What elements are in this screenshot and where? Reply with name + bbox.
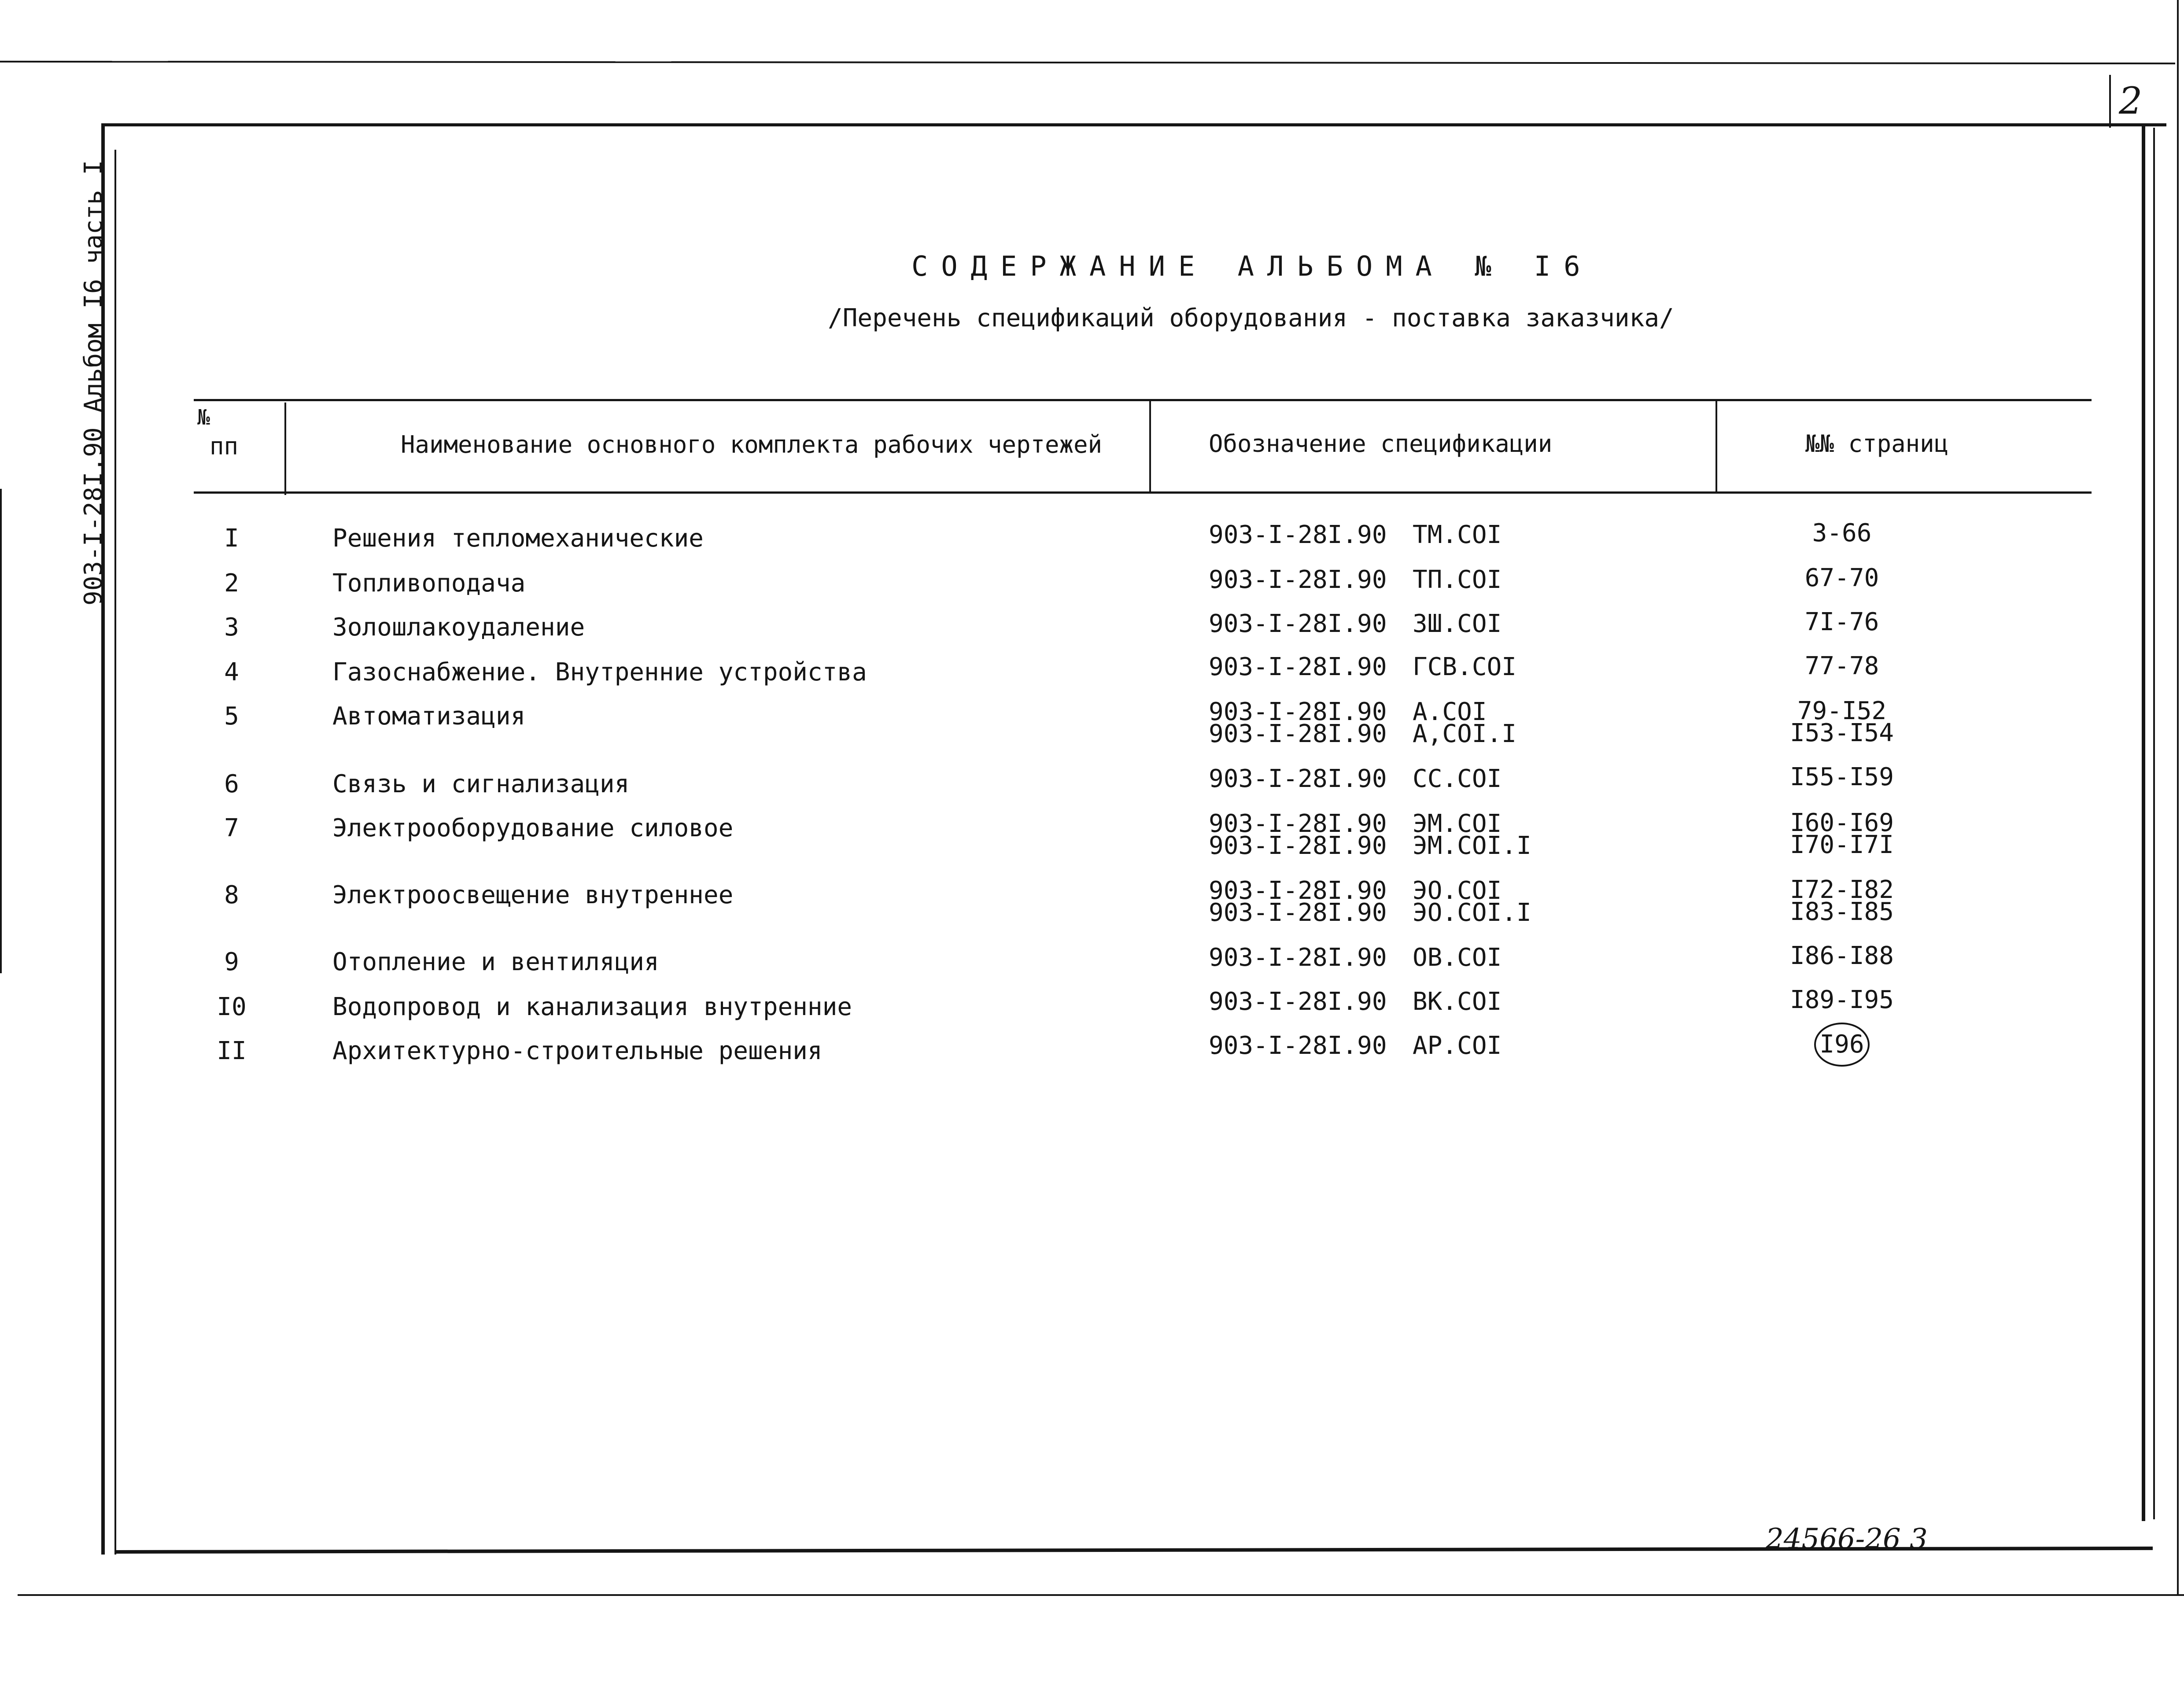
row-name: Водопровод и канализация внутренние — [332, 993, 852, 1021]
row-pages: I89-I95 — [1789, 986, 1894, 1014]
row-pages: I55-I59 — [1789, 763, 1894, 791]
page-number: 2 — [2119, 79, 2143, 122]
right-trim-line — [2177, 0, 2179, 1594]
row-suffix: ВК.СОI — [1413, 987, 1502, 1016]
row-name: Связь и сигнализация — [332, 770, 630, 798]
row-suffix: СС.СОI — [1413, 764, 1502, 793]
row-number: 8 — [224, 881, 239, 909]
col-divider-3 — [1715, 401, 1717, 491]
row-pages — [1787, 1023, 1897, 1067]
col-divider-1 — [284, 403, 286, 495]
header-spec: Обозначение спецификации — [1209, 430, 1553, 458]
row-number: 6 — [224, 770, 239, 798]
bottom-trim-line — [18, 1594, 2184, 1596]
row-suffix: ЭО.СОI.I — [1413, 898, 1531, 927]
frame-right — [2142, 125, 2145, 1521]
row-suffix: ЗШ.СОI — [1413, 609, 1502, 638]
header-num-pp: пп — [210, 432, 239, 460]
header-name: Наименование основного комплекта рабочих чертежей — [401, 431, 1103, 458]
row-pages: I83-I85 — [1789, 897, 1894, 926]
row-pages: I53-I54 — [1789, 719, 1894, 747]
top-trim-line — [0, 61, 2175, 64]
row-pages: 67-70 — [1804, 564, 1879, 592]
page-subtitle: /Перечень спецификаций оборудования - поставка заказчика/ — [828, 304, 1674, 332]
header-pages: №№ страниц — [1805, 430, 1949, 458]
row-suffix: ТМ.СОI — [1413, 521, 1502, 549]
row-name: Золошлакоудаление — [332, 613, 585, 642]
row-code: 903-I-28I.90 — [1209, 876, 1387, 905]
frame-inner-right — [2153, 128, 2155, 1519]
row-suffix: ЭМ.СОI.I — [1413, 831, 1531, 860]
row-suffix: А.СОI — [1413, 698, 1487, 726]
archive-stamp: 24566-26 3 — [1766, 1523, 1928, 1555]
frame-inner-left — [114, 150, 116, 1555]
row-code: 903-I-28I.90 — [1209, 943, 1387, 972]
row-suffix: АР.СОI — [1413, 1031, 1502, 1060]
row-pages: 79-I52 — [1797, 697, 1887, 725]
row-name: Архитектурно-строительные решения — [332, 1037, 823, 1065]
row-code: 903-I-28I.90 — [1209, 898, 1387, 927]
header-num-sign: № — [197, 405, 210, 430]
row-number: 5 — [224, 702, 239, 731]
row-code: 903-I-28I.90 — [1209, 831, 1387, 860]
row-suffix: ОВ.СОI — [1413, 943, 1502, 972]
row-name: Топливоподача — [332, 569, 526, 598]
left-trim-line — [0, 489, 2, 973]
row-code: 903-I-28I.90 — [1209, 698, 1387, 726]
side-label: 903-I-28I.90 Альбом I6 часть I — [79, 160, 108, 606]
row-suffix: ТП.СОI — [1413, 565, 1502, 594]
row-number: 4 — [224, 658, 239, 687]
row-name: Автоматизация — [332, 702, 526, 731]
circled-page-number: I96 — [1814, 1023, 1869, 1067]
row-pages: 3-66 — [1812, 519, 1872, 547]
table-header-top-rule — [194, 399, 2092, 401]
row-number: 3 — [224, 613, 239, 642]
row-number: I — [224, 524, 239, 553]
row-number: I0 — [217, 993, 247, 1021]
row-code: 903-I-28I.90 — [1209, 809, 1387, 838]
row-pages: I72-I82 — [1789, 875, 1894, 904]
row-name: Отопление и вентиляция — [332, 948, 659, 976]
row-code: 903-I-28I.90 — [1209, 720, 1387, 748]
row-suffix: ЭМ.СОI — [1413, 809, 1502, 838]
row-pages: I86-I88 — [1789, 942, 1894, 970]
row-number: 2 — [224, 569, 239, 598]
frame-top — [101, 123, 2166, 126]
row-code: 903-I-28I.90 — [1209, 565, 1387, 594]
row-pages: 7I-76 — [1804, 608, 1879, 636]
row-number: 9 — [224, 948, 239, 976]
page-tab-left — [2109, 75, 2111, 128]
row-suffix: ЭО.СОI — [1413, 876, 1502, 905]
row-code: 903-I-28I.90 — [1209, 764, 1387, 793]
row-code: 903-I-28I.90 — [1209, 1031, 1387, 1060]
row-code: 903-I-28I.90 — [1209, 653, 1387, 681]
row-name: Электроосвещение внутреннее — [332, 881, 734, 909]
row-pages: I60-I69 — [1789, 809, 1894, 837]
row-name: Электрооборудование силовое — [332, 814, 734, 842]
row-code: 903-I-28I.90 — [1209, 987, 1387, 1016]
row-code: 903-I-28I.90 — [1209, 609, 1387, 638]
row-number: 7 — [224, 814, 239, 842]
row-code: 903-I-28I.90 — [1209, 521, 1387, 549]
row-name: Решения тепломеханические — [332, 524, 704, 553]
row-suffix: А,СОI.I — [1413, 720, 1517, 748]
table-header-bottom-rule — [194, 491, 2092, 494]
row-number: II — [217, 1037, 247, 1065]
col-divider-2 — [1149, 401, 1151, 491]
row-pages: 77-78 — [1804, 652, 1879, 680]
row-suffix: ГСВ.СОI — [1413, 653, 1517, 681]
page-title: СОДЕРЖАНИЕ АЛЬБОМА № I6 — [911, 250, 1594, 282]
row-pages: I70-I7I — [1789, 831, 1894, 859]
row-name: Газоснабжение. Внутренние устройства — [332, 658, 867, 687]
